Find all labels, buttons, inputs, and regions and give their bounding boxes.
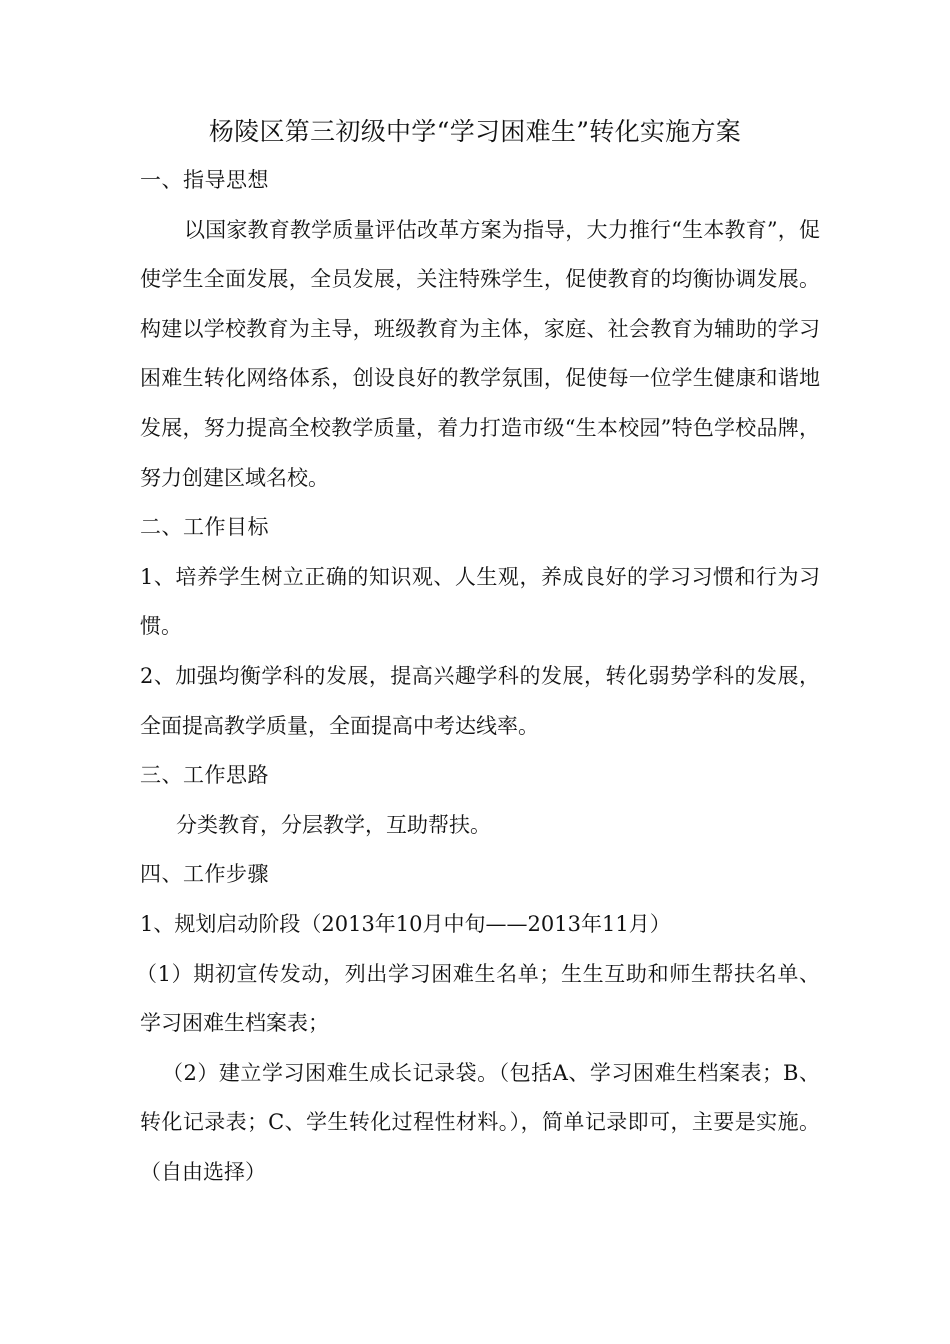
document-body (136, 156, 820, 1197)
paragraph-step-1: 1、规划启动阶段（2013年10月中旬——2013年11月） (140, 911, 671, 936)
document-title: 杨陵区第三初级中学“学习困难生”转化实施方案 (208, 117, 742, 146)
paragraph-step-1-item-1: （1）期初宣传发动，列出学习困难生名单；生生互助和师生帮扶名单、学习困难生档案表； (136, 961, 820, 1036)
paragraph-goal-2: 2、加强均衡学科的发展，提高兴趣学科的发展，转化弱势学科的发展，全面提高教学质量，全面提高中考达线率。 (140, 663, 820, 738)
paragraph-step-1-item-2: （2）建立学习困难生成长记录袋。（包括A、学习困难生档案表；B、转化记录表；C、学生转化过程性材料。），简单记录即可，主要是实施。（自由选择） (140, 1060, 820, 1184)
section-heading-work-goals: 二、工作目标 (140, 515, 269, 540)
paragraph-work-approach: 分类教育，分层教学，互助帮扶。 (176, 812, 491, 837)
paragraph-goal-1: 1、培养学生树立正确的知识观、人生观，养成良好的学习习惯和行为习惯。 (140, 564, 820, 639)
section-heading-work-steps: 四、工作步骤 (140, 862, 269, 887)
section-heading-work-approach: 三、工作思路 (140, 763, 269, 788)
paragraph-guiding-ideology: 以国家教育教学质量评估改革方案为指导，大力推行“生本教育”，促使学生全面发展，全员发展，关注特殊学生，促使教育的均衡协调发展。构建以学校教育为主导，班级教育为主体，家庭、社会教育为辅助的学习困难生转化网络体系，创设良好的教学氛围，促使每一位学生健康和谐地发展，努力提高全校教学质量，着力打造市级“生本校园”特色学校品牌，努力创建区域名校。 (140, 217, 820, 490)
section-heading-guiding-ideology: 一、指导思想 (140, 168, 269, 192)
